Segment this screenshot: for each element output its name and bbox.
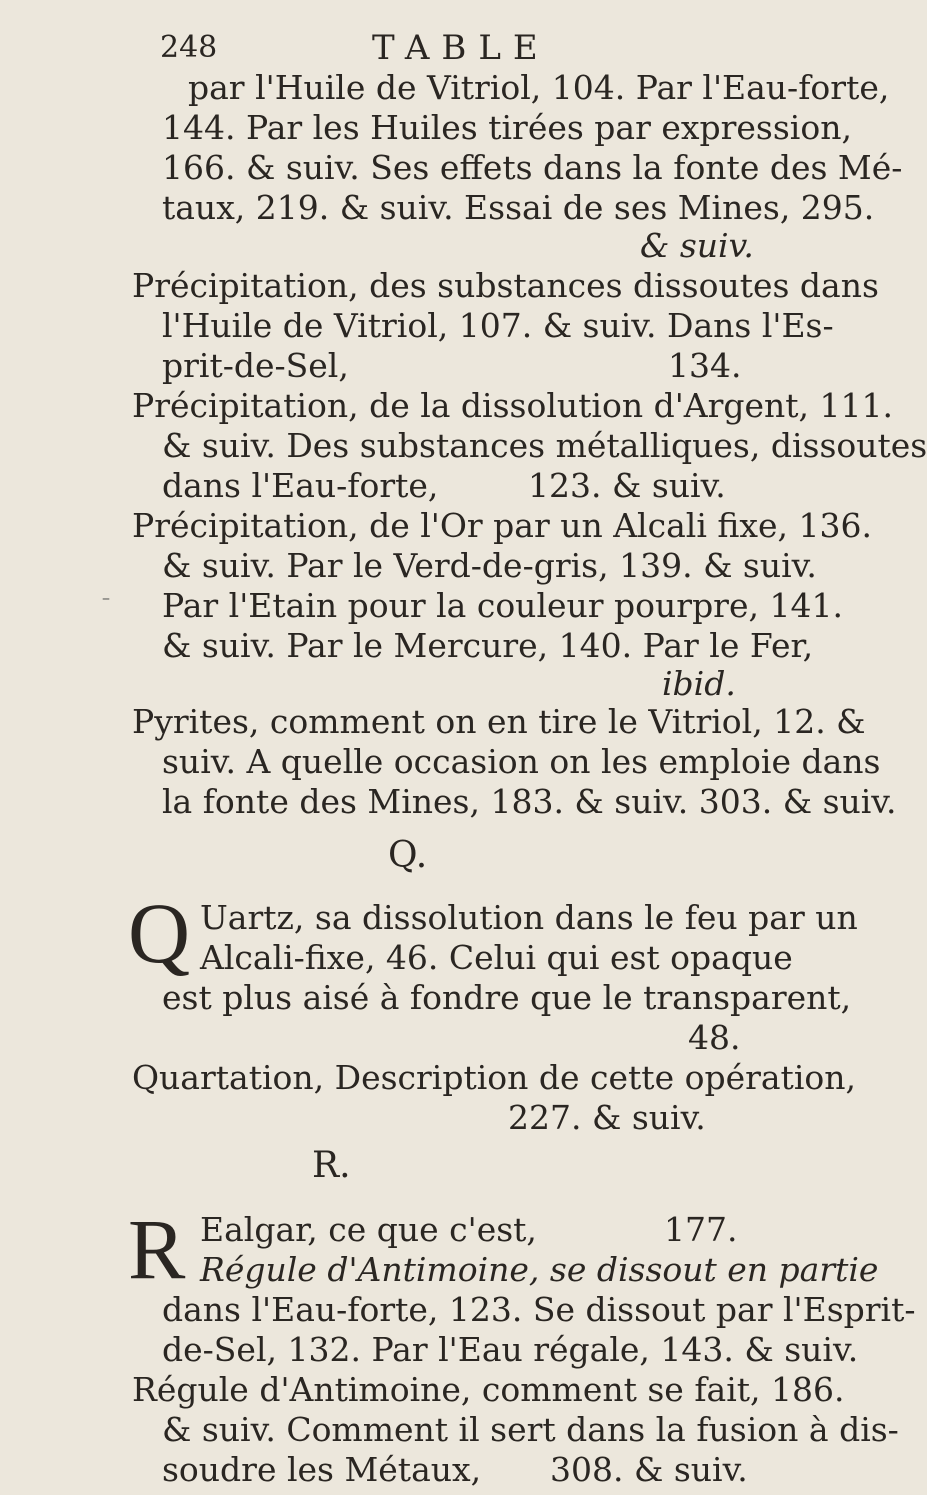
- entry-line: 166. & suiv. Ses effets dans la fonte des Mé-: [162, 148, 903, 187]
- entry-line: taux, 219. & suiv. Essai de ses Mines, 295.: [162, 188, 875, 227]
- entry-line: ibid.: [662, 664, 736, 703]
- entry-page-ref: 308. & suiv.: [550, 1450, 748, 1489]
- dropcap-r: R: [128, 1201, 186, 1297]
- entry-line: Ealgar, ce que c'est,: [200, 1210, 537, 1249]
- entry-heading: Quartation, Description de cette opération,: [132, 1058, 856, 1097]
- entry-heading: Précipitation, de la dissolution d'Argent, 111.: [132, 386, 894, 425]
- entry-page-ref: 123. & suiv.: [528, 466, 726, 505]
- entry-line: l'Huile de Vitriol, 107. & suiv. Dans l'Es-: [162, 306, 834, 345]
- section-letter-r: R.: [312, 1145, 351, 1186]
- entry-line: Uartz, sa dissolution dans le feu par un: [200, 898, 858, 937]
- entry-line: Régule d'Antimoine, se dissout en partie: [200, 1250, 879, 1289]
- entry-line: soudre les Métaux,: [162, 1450, 482, 1489]
- page-number: 248: [160, 30, 218, 65]
- page-title: TABLE: [372, 28, 550, 68]
- entry-line: & suiv. Comment il sert dans la fusion à dis-: [162, 1410, 899, 1449]
- entry-line: de-Sel, 132. Par l'Eau régale, 143. & suiv.: [162, 1330, 859, 1369]
- entry-heading: Précipitation, de l'Or par un Alcali fixe, 136.: [132, 506, 872, 545]
- entry-line: & suiv.: [640, 226, 754, 265]
- entry-heading: Précipitation, des substances dissoutes dans: [132, 266, 879, 305]
- entry-page-ref: 227. & suiv.: [508, 1098, 706, 1137]
- entry-line: Par l'Etain pour la couleur pourpre, 141.: [162, 586, 843, 625]
- entry-line: & suiv. Par le Verd-de-gris, 139. & suiv.: [162, 546, 817, 585]
- entry-heading: Pyrites, comment on en tire le Vitriol, 12. &: [132, 702, 866, 741]
- entry-line: prit-de-Sel,: [162, 346, 349, 385]
- margin-mark: –: [102, 588, 110, 607]
- entry-line: Alcali-fixe, 46. Celui qui est opaque: [200, 938, 793, 977]
- entry-page-ref: 177.: [664, 1210, 738, 1249]
- entry-line: par l'Huile de Vitriol, 104. Par l'Eau-forte,: [188, 68, 890, 107]
- entry-page-ref: 48.: [688, 1018, 741, 1057]
- entry-line: & suiv. Des substances métalliques, dissoutes: [162, 426, 927, 465]
- entry-line: dans l'Eau-forte,: [162, 466, 439, 505]
- entry-line: dans l'Eau-forte, 123. Se dissout par l'Esprit-: [162, 1290, 916, 1329]
- entry-page-ref: 134.: [668, 346, 742, 385]
- entry-line: est plus aisé à fondre que le transparent,: [162, 978, 852, 1017]
- dropcap-q: Q: [128, 885, 191, 981]
- entry-heading: Régule d'Antimoine, comment se fait, 186.: [132, 1370, 845, 1409]
- section-letter-q: Q.: [388, 835, 428, 876]
- entry-line: suiv. A quelle occasion on les emploie dans: [162, 742, 881, 781]
- entry-line: & suiv. Par le Mercure, 140. Par le Fer,: [162, 626, 814, 665]
- entry-line: 144. Par les Huiles tirées par expression,: [162, 108, 852, 147]
- entry-line: la fonte des Mines, 183. & suiv. 303. & suiv.: [162, 782, 897, 821]
